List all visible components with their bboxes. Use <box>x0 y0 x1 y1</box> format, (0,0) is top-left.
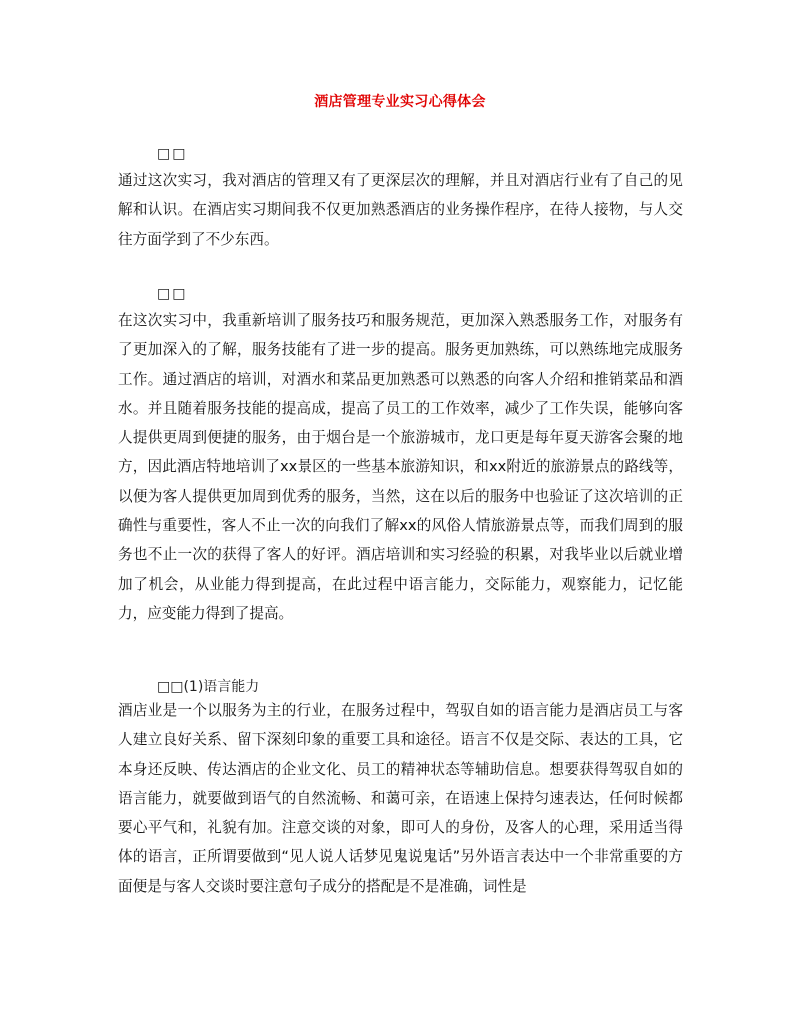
paragraph-3: 酒店业是一个以服务为主的行业，在服务过程中，驾驭自如的语言能力是酒店员工与客人建立良好关系、留下深刻印象的重要工具和途径。语言不仅是交际、表达的工具，它本身还反映、传达酒店的企业文化、员工的精神状态等辅助信息。想要获得驾驭自如的语言能力，就要做到语气的自然流畅、和蔼可亲，在语速上保持匀速表达，任何时候都要心平气和，礼貌有加。注意交谈的对象，即可人的身份，及客人的心理，采用适当得体的语言，正所谓要做到“见人说人话梦见鬼说鬼话”另外语言表达中一个非常重要的方面便是与客人交谈时要注意句子成分的搭配是不是准确，词性是 <box>118 702 683 895</box>
paragraph-1: 通过这次实习，我对酒店的管理又有了更深层次的理解，并且对酒店行业有了自己的见解和认识。在酒店实习期间我不仅更加熟悉酒店的业务操作程序，在待人接物，与人交往方面学到了不少东西。 <box>118 172 683 248</box>
section-marker-glyphs: □□ <box>157 679 184 695</box>
document-title: 酒店管理专业实习心得体会 <box>314 94 486 110</box>
paragraph-2: 在这次实习中，我重新培训了服务技巧和服务规范，更加深入熟悉服务工作，对服务有了更加深入的了解，服务技能有了进一步的提高。服务更加熟练，可以熟练地完成服务工作。通过酒店的培训，对酒水和菜品更加熟悉可以熟悉的向客人介绍和推销菜品和酒水。并且随着服务技能的提高成，提高了员工的工作效率，减少了工作失误，能够向客人提供更周到便捷的服务，由于烟台是一个旅游城市，龙口更是每年夏天游客会聚的地方，因此酒店特地培训了xx景区的一些基本旅游知识，和xx附近的旅游景点的路线等，以便为客人提供更加周到优秀的服务，当然，这在以后的服务中也验证了这次培训的正确性与重要性，客人不止一次的向我们了解xx的风俗人情旅游景点等，而我们周到的服务也不止一次的获得了客人的好评。酒店培训和实习经验的积累，对我毕业以后就业增加了机会，从业能力得到提高，在此过程中语言能力，交际能力，观察能力，记忆能力，应变能力得到了提高。 <box>118 312 683 622</box>
section-marker: □□ <box>157 286 188 302</box>
section-marker: □□ <box>157 146 188 162</box>
section-marker <box>157 676 259 696</box>
section-heading: (1)语言能力 <box>183 679 260 695</box>
